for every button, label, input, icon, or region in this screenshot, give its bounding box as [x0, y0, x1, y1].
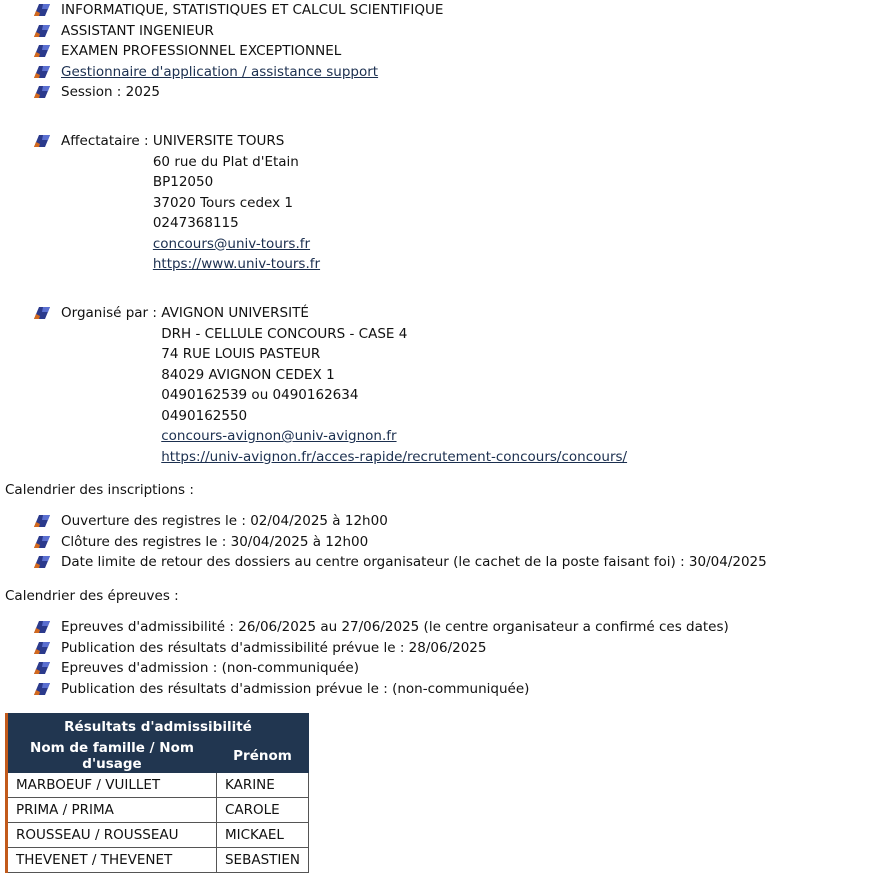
affectataire-block — [34, 131, 320, 275]
phone: 0247368115 — [152, 215, 239, 231]
address-line: 60 rue du Plat d'Etain — [152, 153, 299, 170]
table-row — [7, 798, 309, 823]
organise-label: Organisé par : — [61, 305, 157, 321]
pencil-bullet-icon — [34, 514, 52, 528]
list-item: Date limite de retour des dossiers au centre organisateur (le cachet de la poste faisant foi) : 30/04/2025 — [34, 552, 767, 573]
table-row — [7, 773, 309, 798]
column-header-name: Nom de famille / Nom d'usage — [7, 740, 217, 773]
pencil-bullet-icon — [34, 682, 52, 696]
phone: 0490162550 — [161, 407, 248, 424]
results-title: Résultats d'admissibilité — [7, 714, 309, 740]
epreuves-heading: Calendrier des épreuves : — [5, 588, 179, 604]
column-header-first: Prénom — [216, 740, 308, 773]
pencil-bullet-icon — [34, 44, 52, 58]
results-table — [5, 713, 309, 873]
address-line: 84029 AVIGNON CEDEX 1 — [161, 366, 335, 383]
pencil-bullet-icon — [34, 85, 52, 99]
address-line: DRH - CELLULE CONCOURS - CASE 4 — [161, 325, 408, 342]
cell-first: KARINE — [216, 773, 308, 798]
table-row — [7, 848, 309, 873]
address-line: 74 RUE LOUIS PASTEUR — [161, 346, 321, 362]
address-line: BP12050 — [152, 174, 214, 190]
pencil-bullet-icon — [34, 661, 52, 675]
pencil-bullet-icon — [34, 641, 52, 655]
course-info-list — [34, 0, 443, 103]
list-item: EXAMEN PROFESSIONNEL EXCEPTIONNEL — [34, 41, 443, 62]
pencil-bullet-icon — [34, 620, 52, 634]
pencil-bullet-icon — [34, 134, 52, 148]
cell-first: CAROLE — [216, 798, 308, 823]
organise-name: AVIGNON UNIVERSITÉ — [161, 305, 309, 321]
inscriptions-heading: Calendrier des inscriptions : — [5, 482, 194, 498]
cell-name: THEVENET / THEVENET — [7, 848, 217, 873]
address-line: 37020 Tours cedex 1 — [152, 194, 293, 211]
list-item — [34, 131, 320, 275]
affectataire-name: UNIVERSITE TOURS — [152, 133, 285, 149]
table-row — [7, 823, 309, 848]
list-item: Publication des résultats d'admissibilité prévue le : 28/06/2025 — [34, 638, 729, 659]
phone: 0490162539 ou 0490162634 — [161, 387, 359, 403]
cell-name: MARBOEUF / VUILLET — [7, 773, 217, 798]
list-item: Clôture des registres le : 30/04/2025 à 12h00 — [34, 532, 767, 553]
affectataire-label: Affectataire : — [61, 133, 149, 149]
list-item: Epreuves d'admission : (non-communiquée) — [34, 658, 729, 679]
pencil-bullet-icon — [34, 24, 52, 38]
cell-first: MICKAEL — [216, 823, 308, 848]
pencil-bullet-icon — [34, 3, 52, 17]
list-item: Publication des résultats d'admission prévue le : (non-communiquée) — [34, 679, 729, 700]
specialty-link[interactable]: Gestionnaire d'application / assistance support — [61, 63, 379, 80]
inscriptions-list — [34, 511, 767, 573]
pencil-bullet-icon — [34, 535, 52, 549]
list-item: Epreuves d'admissibilité : 26/06/2025 au 27/06/2025 (le centre organisateur a confirmé ces dates) — [34, 617, 729, 638]
cell-name: ROUSSEAU / ROUSSEAU — [7, 823, 217, 848]
organise-email-link[interactable]: concours-avignon@univ-avignon.fr — [161, 428, 397, 444]
pencil-bullet-icon — [34, 555, 52, 569]
organise-website-link[interactable]: https://univ-avignon.fr/acces-rapide/recrutement-concours/concours/ — [161, 448, 628, 465]
epreuves-list — [34, 617, 729, 699]
list-item: INFORMATIQUE, STATISTIQUES ET CALCUL SCIENTIFIQUE — [34, 0, 443, 21]
affectataire-email-link[interactable]: concours@univ-tours.fr — [152, 235, 311, 252]
list-item: Ouverture des registres le : 02/04/2025 à 12h00 — [34, 511, 767, 532]
cell-name: PRIMA / PRIMA — [7, 798, 217, 823]
pencil-bullet-icon — [34, 306, 52, 320]
list-item: ASSISTANT INGENIEUR — [34, 21, 443, 42]
organisateur-block — [34, 303, 627, 467]
list-item — [34, 62, 443, 83]
list-item: Session : 2025 — [34, 82, 443, 103]
organise-address — [161, 303, 627, 467]
affectataire-address — [153, 131, 320, 275]
affectataire-website-link[interactable]: https://www.univ-tours.fr — [152, 256, 321, 272]
list-item — [34, 303, 627, 467]
cell-first: SEBASTIEN — [216, 848, 308, 873]
pencil-bullet-icon — [34, 65, 52, 79]
